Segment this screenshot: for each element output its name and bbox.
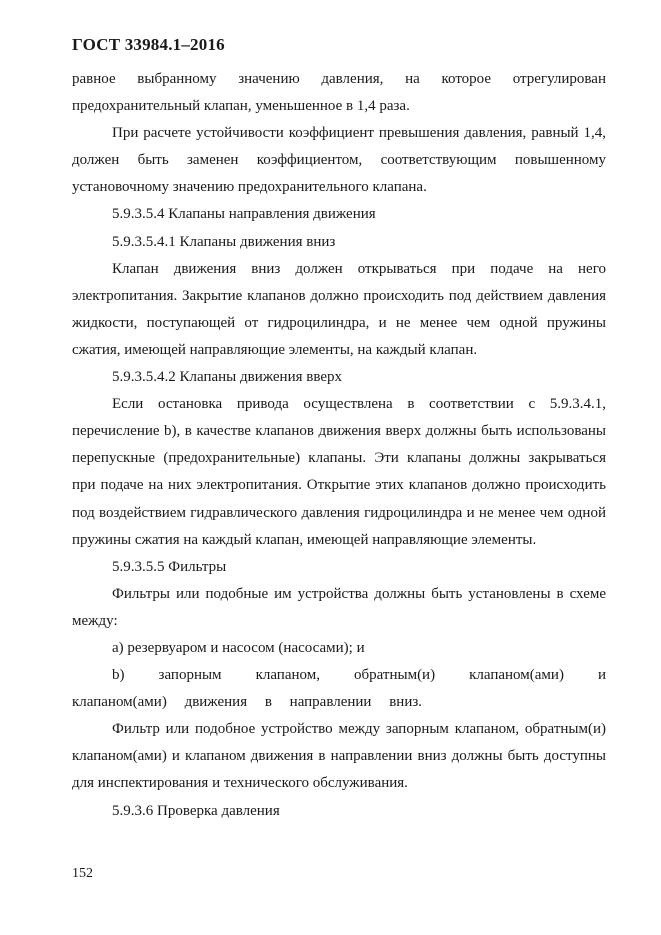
- section-heading-pressure-check: 5.9.3.6 Проверка давления: [112, 802, 280, 819]
- paragraph-filter-access: Фильтр или подобное устройство между запорным клапаном, обратным(и) клапаном(ами) и клапаном движения в направлении вниз должны быть доступны для инспектирования и технического обслуживания.: [72, 721, 606, 792]
- section-heading-filters: 5.9.3.5.5 Фильтры: [112, 558, 227, 575]
- paragraph-down-valves: Клапан движения вниз должен открываться при подаче на него электропитания. Закрытие клапанов должно происходить под действием давления жидкости, поступающей от гидроцилиндра, и не менее чем одной пружины сжатия, имеющей направляющие элементы, на каждый клапан.: [72, 260, 606, 358]
- list-item-b: b) запорным клапаном, обратным(и) клапаном(ами) и клапаном(ами) движения в направлении вниз.: [72, 667, 606, 711]
- section-heading-direction-valves: 5.9.3.5.4 Клапаны направления движения: [112, 206, 376, 223]
- document-code: ГОСТ 33984.1–2016: [72, 35, 225, 54]
- paragraph-stability-calculation: При расчете устойчивости коэффициент превышения давления, равный 1,4, должен быть заменен коэффициентом, соответствующим повышенному установочному значению предохранительного клапана.: [72, 125, 606, 196]
- section-heading-down-valves: 5.9.3.5.4.1 Клапаны движения вниз: [112, 233, 336, 250]
- paragraph-filters-intro: Фильтры или подобные им устройства должны быть установлены в схеме между:: [72, 585, 606, 629]
- section-heading-up-valves: 5.9.3.5.4.2 Клапаны движения вверх: [112, 369, 342, 386]
- list-item-a: а) резервуаром и насосом (насосами); и: [112, 639, 365, 656]
- page-body: [72, 66, 606, 825]
- paragraph-up-valves: Если остановка привода осуществлена в соответствии с 5.9.3.4.1, перечисление b), в качестве клапанов движения вверх должны быть использованы перепускные (предохранительные) клапаны. Эти клапаны должны закрываться при подаче на них электропитания. Открытие этих клапанов должно происходить под воздействием гидравлического давления гидроцилиндра и не менее чем одной пружины сжатия на каждый клапан, имеющей направляющие элементы.: [72, 396, 606, 548]
- paragraph-continuation: равное выбранному значению давления, на которое отрегулирован предохранительный клапан, уменьшенное в 1,4 раза.: [72, 71, 606, 115]
- page-number: 152: [72, 866, 93, 881]
